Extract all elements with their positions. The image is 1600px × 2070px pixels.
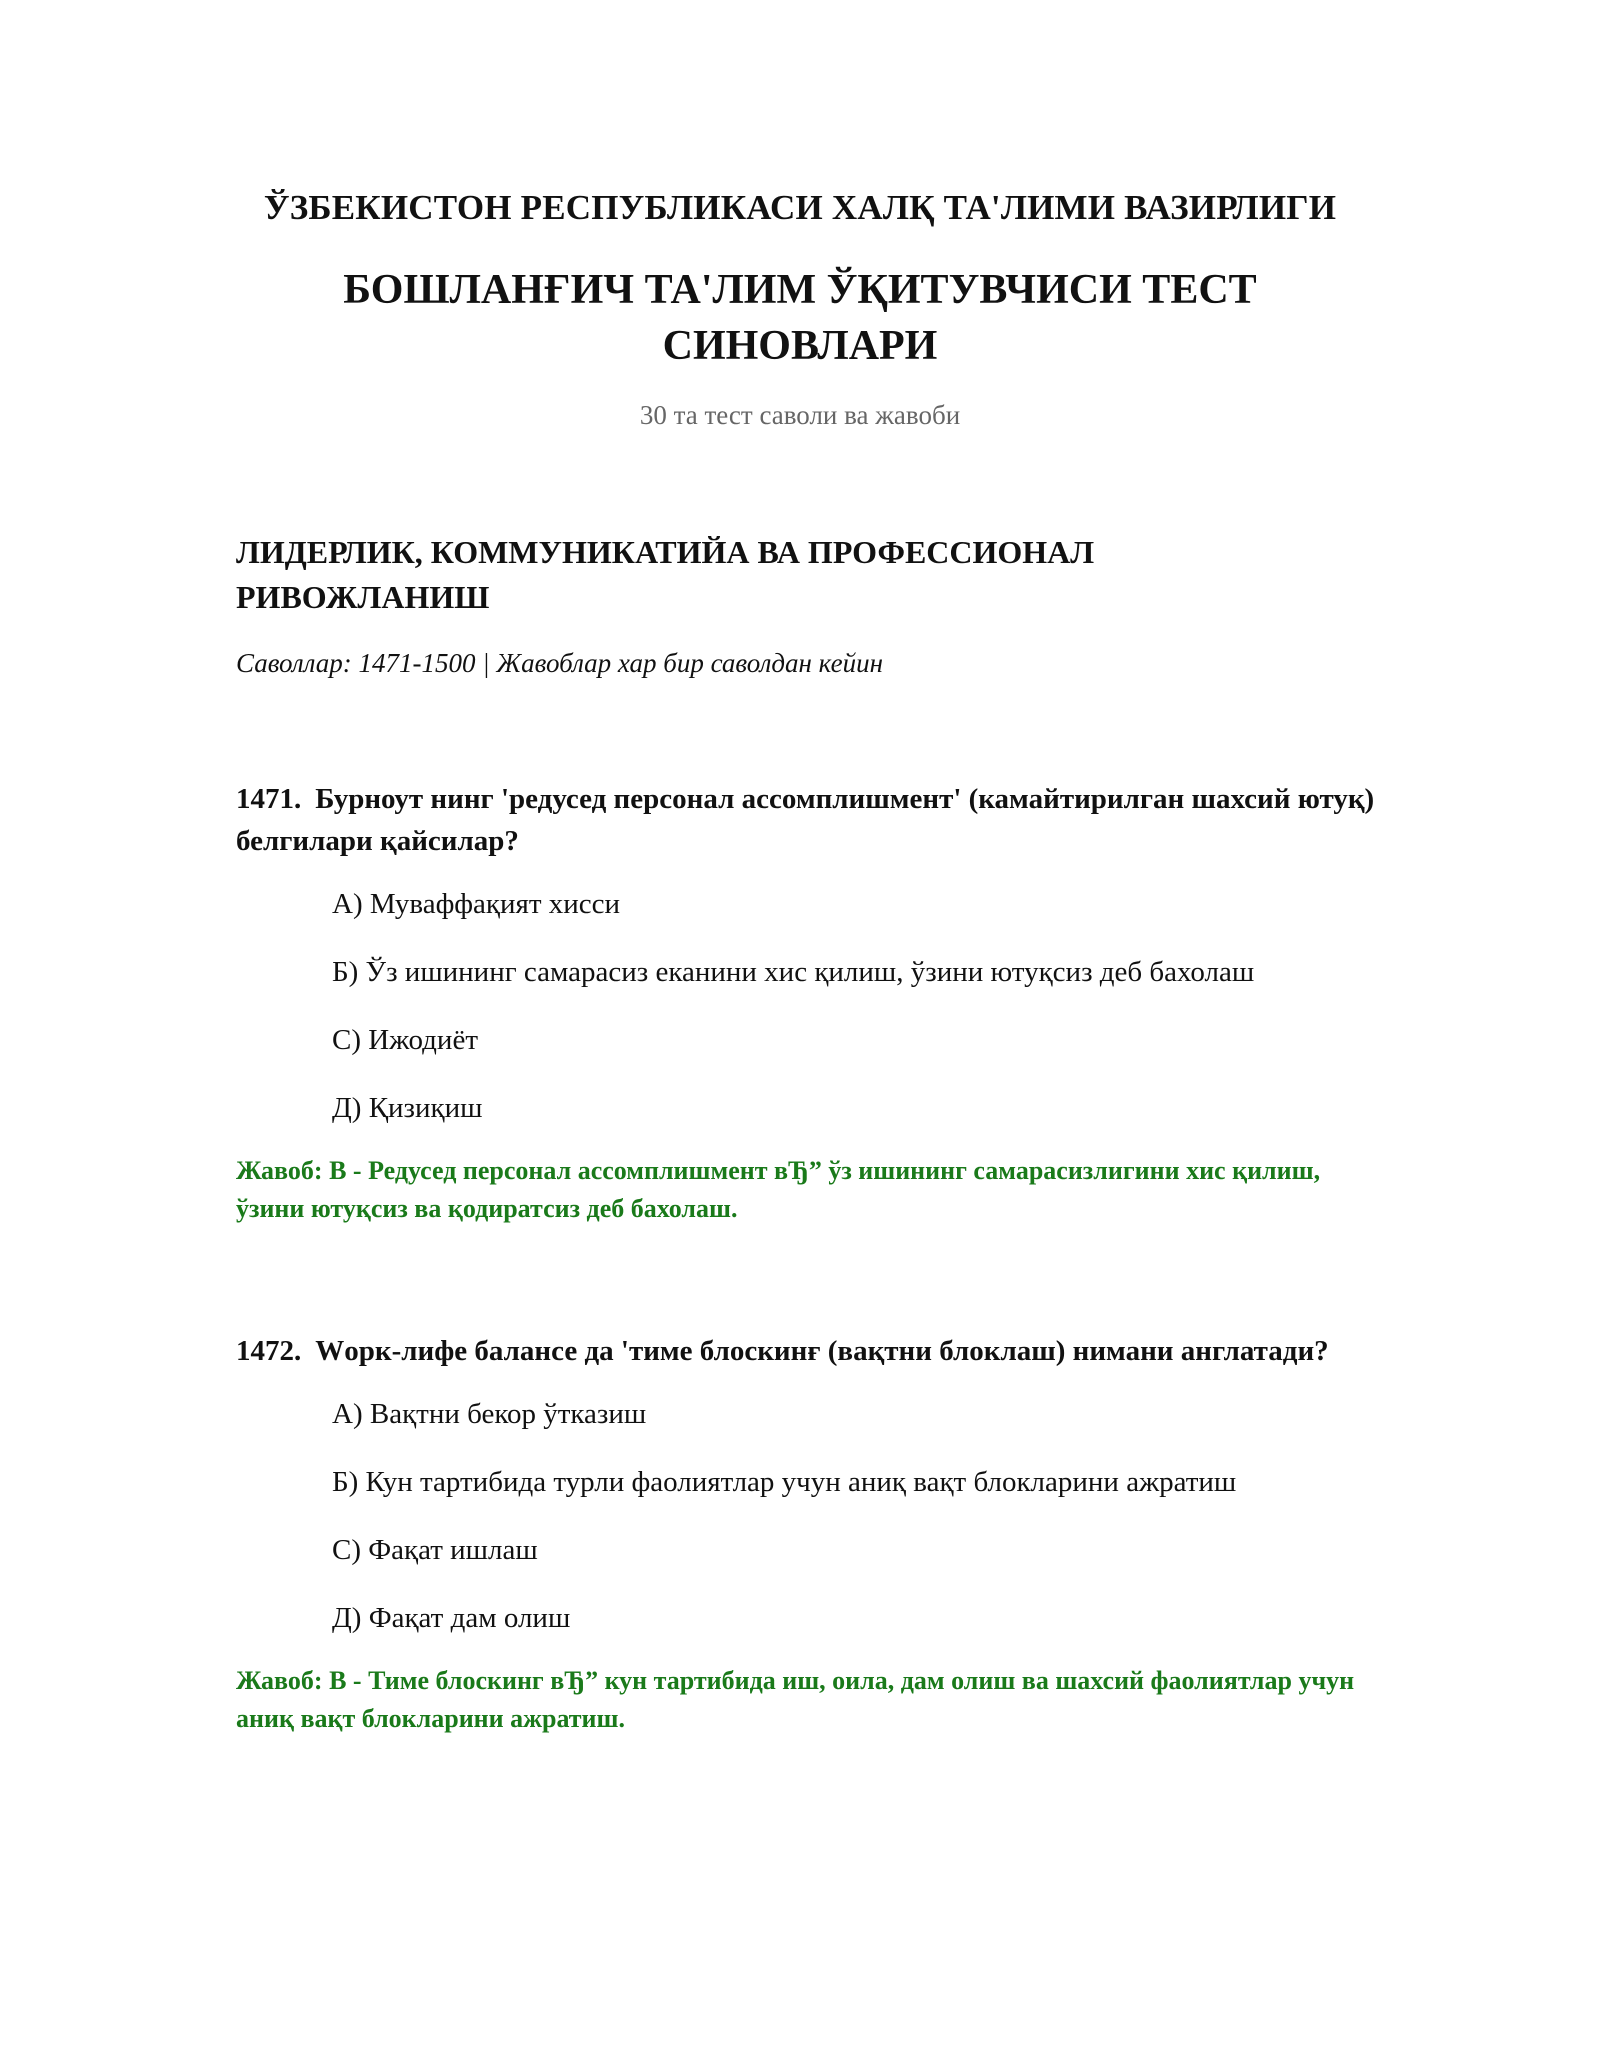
option-c: С) Ижодиёт: [332, 1024, 478, 1056]
question-body: Wорк-лифе балансе да 'тиме блоскинғ (вақтни блоклаш) нимани англатади?: [315, 1335, 1329, 1367]
option-b: Б) Ўз ишининг самарасиз еканини хис қилиш, ўзини ютуқсиз деб бахолаш: [332, 956, 1255, 988]
option-a: А) Муваффақият хисси: [332, 888, 621, 920]
section-title-line-1: ЛИДЕРЛИК, КОММУНИКАТИЙА ВА ПРОФЕССИОНАЛ: [236, 534, 1095, 570]
question-number: 1471.: [236, 783, 302, 815]
option-d: Д) Фақат дам олиш: [332, 1602, 571, 1634]
options-list: [332, 1394, 1376, 1638]
section-title: [236, 530, 1236, 620]
option-d: Д) Қизиқиш: [332, 1092, 483, 1124]
question-body: Бурноут нинг 'редусед персонал ассомплишмент' (камайтирилган шахсий ютуқ) белгилари қайсилар?: [236, 783, 1375, 857]
question-number: 1472.: [236, 1335, 302, 1367]
main-title: [0, 262, 1600, 374]
main-title-line-1: БОШЛАНҒИЧ ТА'ЛИМ ЎҚИТУВЧИСИ ТЕСТ: [343, 267, 1257, 313]
subtitle: 30 та тест саволи ва жавоби: [639, 400, 961, 430]
option-c: С) Фақат ишлаш: [332, 1534, 538, 1566]
answer-text: Жавоб: B - Тиме блоскинг вЂ” кун тартибида иш, оила, дам олиш ва шахсий фаолиятлар учун аниқ вақт блокларини ажратиш.: [236, 1666, 1355, 1733]
option-b: Б) Кун тартибида турли фаолиятлар учун аниқ вақт блокларини ажратиш: [332, 1466, 1237, 1498]
section-meta: Саволлар: 1471-1500 | Жавоблар хар бир саволдан кейин: [236, 648, 884, 678]
option-a: А) Вақтни бекор ўтказиш: [332, 1398, 647, 1430]
ministry-heading: ЎЗБЕКИСТОН РЕСПУБЛИКАСИ ХАЛҚ ТА'ЛИМИ ВАЗИРЛИГИ: [263, 188, 1337, 227]
section-title-line-2: РИВОЖЛАНИШ: [236, 579, 490, 615]
answer-text: Жавоб: B - Редусед персонал ассомплишмент вЂ” ўз ишининг самарасизлигини хис қилиш, ўзини ютуқсиз ва қодиратсиз деб бахолаш.: [236, 1156, 1321, 1223]
question-block: [236, 778, 1376, 1228]
question-text: [236, 1330, 1376, 1372]
main-title-line-2: СИНОВЛАРИ: [662, 323, 938, 369]
options-list: [332, 884, 1376, 1128]
question-block: [236, 1330, 1376, 1738]
question-text: [236, 778, 1376, 862]
